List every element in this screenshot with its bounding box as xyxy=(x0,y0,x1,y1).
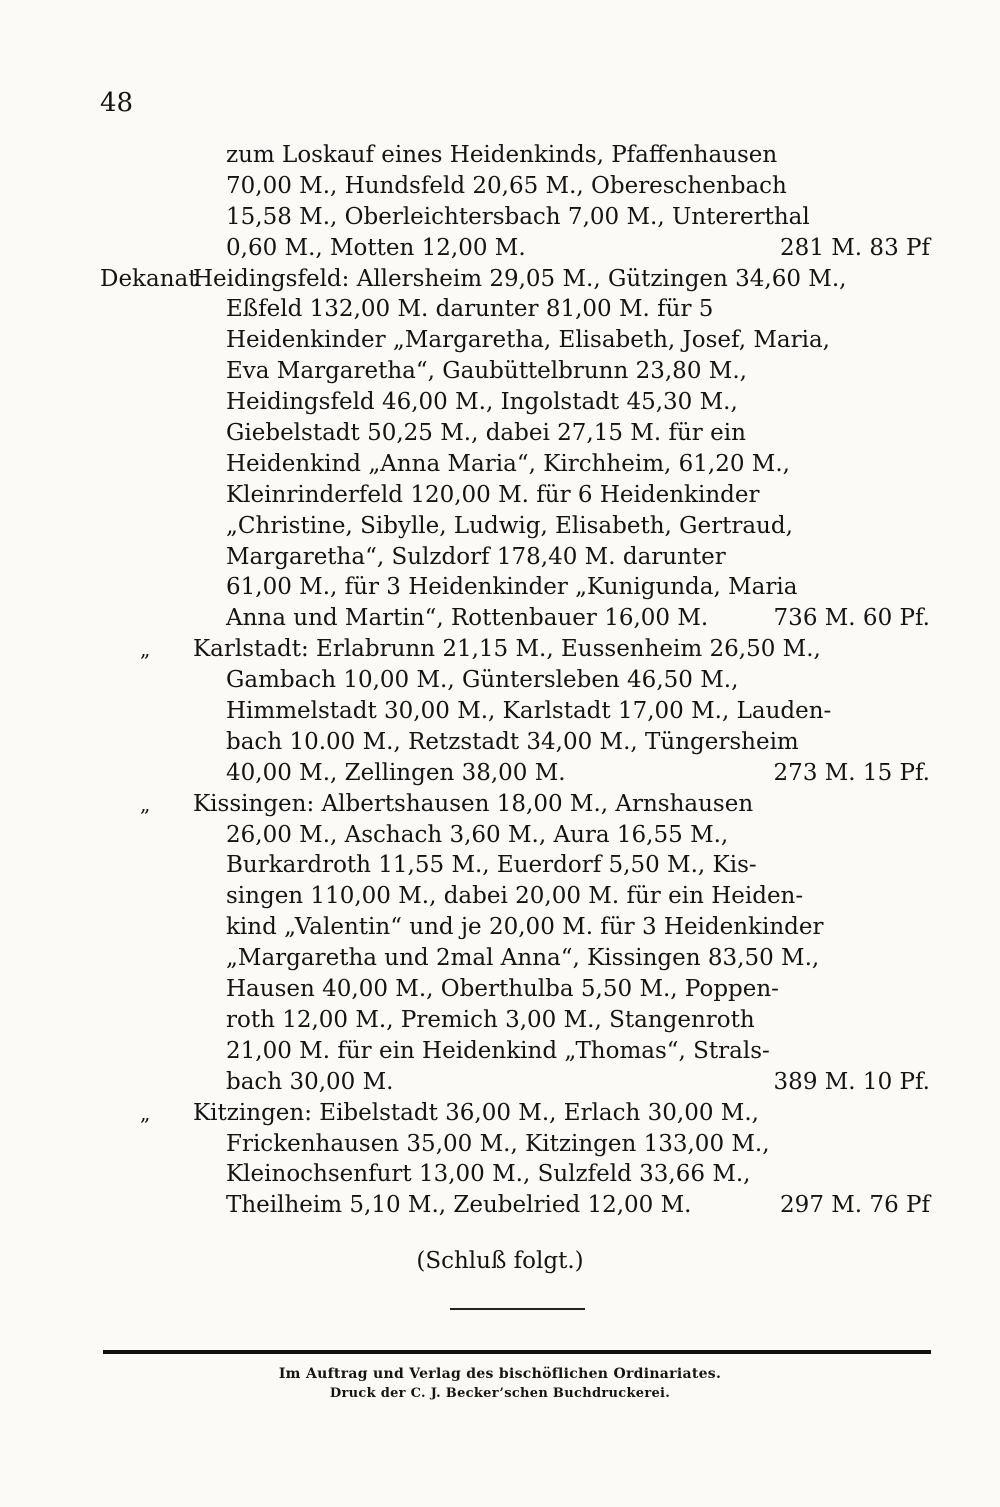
footer-rule xyxy=(103,1350,931,1354)
entry-text: Heidingsfeld: Allersheim 29,05 M., Gützingen 34,60 M., xyxy=(193,265,847,292)
short-divider xyxy=(450,1308,585,1310)
entry-text: Kitzingen: Eibelstadt 36,00 M., Erlach 30,00 M., xyxy=(193,1099,759,1126)
entry-line xyxy=(0,1098,1000,1129)
entry-text: 61,00 M., für 3 Heidenkinder „Kunigunda, Maria xyxy=(226,574,798,601)
entry-text: Theilheim 5,10 M., Zeubelried 12,00 M. xyxy=(226,1192,692,1219)
entry-line xyxy=(0,603,1000,634)
entry-line xyxy=(0,449,1000,480)
entry-text: singen 110,00 M., dabei 20,00 M. für ein Heiden- xyxy=(226,883,804,910)
entry-line xyxy=(0,294,1000,325)
ditto-mark: „ xyxy=(140,1100,151,1125)
entry-line xyxy=(0,1036,1000,1067)
entry-line xyxy=(0,325,1000,356)
entry-line xyxy=(0,974,1000,1005)
entry-line xyxy=(0,665,1000,696)
entry-line xyxy=(0,418,1000,449)
entry-text: Frickenhausen 35,00 M., Kitzingen 133,00 M., xyxy=(226,1130,770,1157)
entry-line xyxy=(0,881,1000,912)
entry-line xyxy=(0,387,1000,418)
entry-text: Eva Margaretha“, Gaubüttelbrunn 23,80 M., xyxy=(226,358,747,385)
entry-line xyxy=(0,511,1000,542)
entry-line xyxy=(0,1005,1000,1036)
entry-line xyxy=(0,912,1000,943)
imprint-publisher: Im Auftrag und Verlag des bischöflichen Ordinariates. xyxy=(278,1366,722,1382)
page-number: 48 xyxy=(100,88,134,118)
entry-line xyxy=(0,789,1000,820)
entry-text: 40,00 M., Zellingen 38,00 M. xyxy=(226,759,566,786)
entry-line xyxy=(0,1067,1000,1098)
entry-text: roth 12,00 M., Premich 3,00 M., Stangenroth xyxy=(226,1006,755,1033)
ditto-mark: „ xyxy=(140,791,151,816)
entry-line xyxy=(0,356,1000,387)
entry-line xyxy=(0,1190,1000,1221)
entry-line xyxy=(0,1159,1000,1190)
entry-amount: 281 M. 83 Pf xyxy=(780,234,930,261)
entry-text: Himmelstadt 30,00 M., Karlstadt 17,00 M., Lauden- xyxy=(226,698,832,725)
entry-line xyxy=(0,634,1000,665)
entry-text: 0,60 M., Motten 12,00 M. xyxy=(226,234,526,261)
donation-entry xyxy=(0,789,1000,1098)
entry-text: „Margaretha und 2mal Anna“, Kissingen 83,50 M., xyxy=(226,945,820,972)
entry-text: 26,00 M., Aschach 3,60 M., Aura 16,55 M., xyxy=(226,821,729,848)
entry-line xyxy=(0,572,1000,603)
ditto-mark: „ xyxy=(140,637,151,662)
entry-text: Burkardroth 11,55 M., Euerdorf 5,50 M., Kis- xyxy=(226,852,757,879)
entry-line xyxy=(0,850,1000,881)
entry-text: 70,00 M., Hundsfeld 20,65 M., Obereschenbach xyxy=(226,172,787,199)
entry-line xyxy=(0,480,1000,511)
entry-line xyxy=(0,820,1000,851)
entry-text: Heidingsfeld 46,00 M., Ingolstadt 45,30 M., xyxy=(226,389,738,416)
donation-entry xyxy=(0,1098,1000,1222)
entry-text: 21,00 M. für ein Heidenkind „Thomas“, Strals- xyxy=(226,1037,770,1064)
entry-text: Kleinochsenfurt 13,00 M., Sulzfeld 33,66 M., xyxy=(226,1161,751,1188)
entry-amount: 736 M. 60 Pf. xyxy=(773,605,930,632)
entry-line xyxy=(0,542,1000,573)
closing-note: (Schluß folgt.) xyxy=(416,1248,584,1274)
deanery-label: Dekanat xyxy=(100,265,198,292)
entry-text: zum Loskauf eines Heidenkinds, Pfaffenhausen xyxy=(226,142,778,168)
entry-text: Hausen 40,00 M., Oberthulba 5,50 M., Poppen- xyxy=(226,976,779,1003)
entry-list xyxy=(0,140,1000,1221)
entry-line xyxy=(0,233,1000,264)
entry-text: 15,58 M., Oberleichtersbach 7,00 M., Untererthal xyxy=(226,203,810,230)
entry-amount: 273 M. 15 Pf. xyxy=(773,759,930,786)
entry-amount: 389 M. 10 Pf. xyxy=(773,1068,930,1095)
entry-text: Heidenkinder „Margaretha, Elisabeth, Josef, Maria, xyxy=(226,327,830,354)
entry-line xyxy=(0,727,1000,758)
entry-text: Karlstadt: Erlabrunn 21,15 M., Eussenheim 26,50 M., xyxy=(193,636,821,663)
entry-amount: 297 M. 76 Pf xyxy=(780,1192,930,1219)
entry-text: „Christine, Sibylle, Ludwig, Elisabeth, Gertraud, xyxy=(226,512,793,539)
entry-line xyxy=(0,264,1000,295)
entry-line xyxy=(0,696,1000,727)
entry-text: Heidenkind „Anna Maria“, Kirchheim, 61,20 M., xyxy=(226,450,790,477)
entry-text: Kleinrinderfeld 120,00 M. für 6 Heidenkinder xyxy=(226,481,760,508)
entry-text: Margaretha“, Sulzdorf 178,40 M. darunter xyxy=(226,543,726,570)
imprint-printer: Druck der C. J. Becker’schen Buchdruckerei. xyxy=(329,1386,671,1401)
entry-line xyxy=(0,171,1000,202)
donation-entry xyxy=(0,634,1000,788)
entry-line xyxy=(0,202,1000,233)
entry-text: Eßfeld 132,00 M. darunter 81,00 M. für 5 xyxy=(226,296,714,323)
entry-text: Giebelstadt 50,25 M., dabei 27,15 M. für ein xyxy=(226,420,746,447)
entry-text: kind „Valentin“ und je 20,00 M. für 3 Heidenkinder xyxy=(226,914,824,941)
entry-line xyxy=(0,1129,1000,1160)
entry-text: Gambach 10,00 M., Güntersleben 46,50 M., xyxy=(226,667,739,694)
entry-text: Anna und Martin“, Rottenbauer 16,00 M. xyxy=(226,605,709,632)
entry-text: bach 30,00 M. xyxy=(226,1068,394,1095)
entry-text: bach 10.00 M., Retzstadt 34,00 M., Tüngersheim xyxy=(226,728,799,755)
donation-entry xyxy=(0,264,1000,635)
entry-line xyxy=(0,140,1000,171)
entry-text: Kissingen: Albertshausen 18,00 M., Arnshausen xyxy=(193,790,754,817)
entry-line xyxy=(0,758,1000,789)
donation-entry xyxy=(0,140,1000,264)
entry-line xyxy=(0,943,1000,974)
